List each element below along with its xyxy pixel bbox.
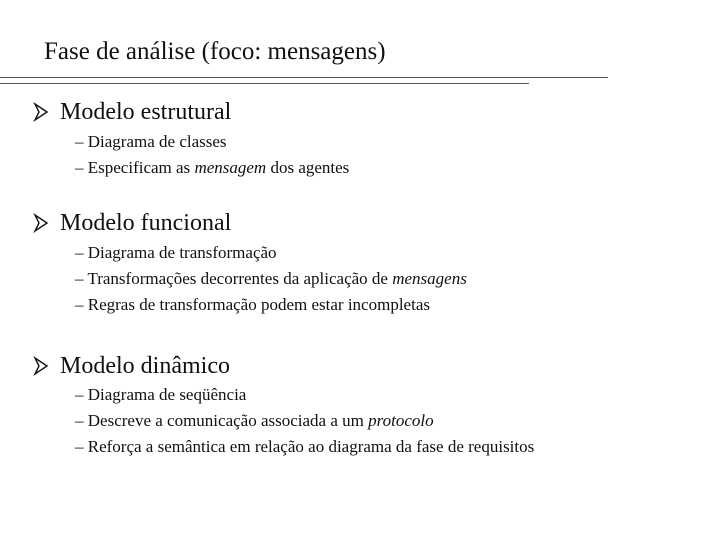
emphasized-text: mensagem — [194, 158, 267, 177]
sub-item-text: – Transformações decorrentes da aplicação de — [75, 269, 393, 288]
sub-item — [75, 384, 246, 406]
sub-item-text: – Especificam as — [75, 158, 195, 177]
title-divider-top — [0, 77, 608, 78]
section-heading: Modelo dinâmico — [60, 353, 230, 379]
section-bullet-modelo-estrutural — [30, 97, 231, 127]
emphasized-text: mensagens — [392, 269, 467, 288]
sub-item — [75, 436, 534, 458]
sub-item — [75, 268, 467, 290]
arrowhead-bullet-icon — [30, 356, 52, 376]
sub-item-text: – Diagrama de seqüência — [75, 385, 247, 404]
section-bullet-modelo-funcional — [30, 208, 231, 238]
slide-title: Fase de análise (foco: mensagens) — [44, 38, 386, 65]
sub-item — [75, 294, 430, 316]
sub-item-text: – Descreve a comunicação associada a um — [75, 411, 369, 430]
sub-item-text: – Diagrama de classes — [75, 132, 227, 151]
sub-item — [75, 242, 277, 264]
arrowhead-bullet-icon — [30, 102, 52, 122]
sub-item-text: dos agentes — [266, 158, 350, 177]
section-bullet-modelo-dinamico — [30, 351, 230, 381]
sub-item — [75, 131, 227, 153]
sub-item — [75, 157, 349, 179]
sub-item-text: – Diagrama de transformação — [75, 243, 277, 262]
sub-item-text: – Regras de transformação podem estar incompletas — [75, 295, 430, 314]
emphasized-text: protocolo — [368, 411, 434, 430]
title-divider-bottom — [0, 83, 529, 84]
arrowhead-bullet-icon — [30, 213, 52, 233]
section-heading: Modelo estrutural — [60, 99, 232, 125]
section-heading: Modelo funcional — [60, 210, 232, 236]
sub-item — [75, 410, 434, 432]
sub-item-text: – Reforça a semântica em relação ao diagrama da fase de requisitos — [75, 437, 535, 456]
